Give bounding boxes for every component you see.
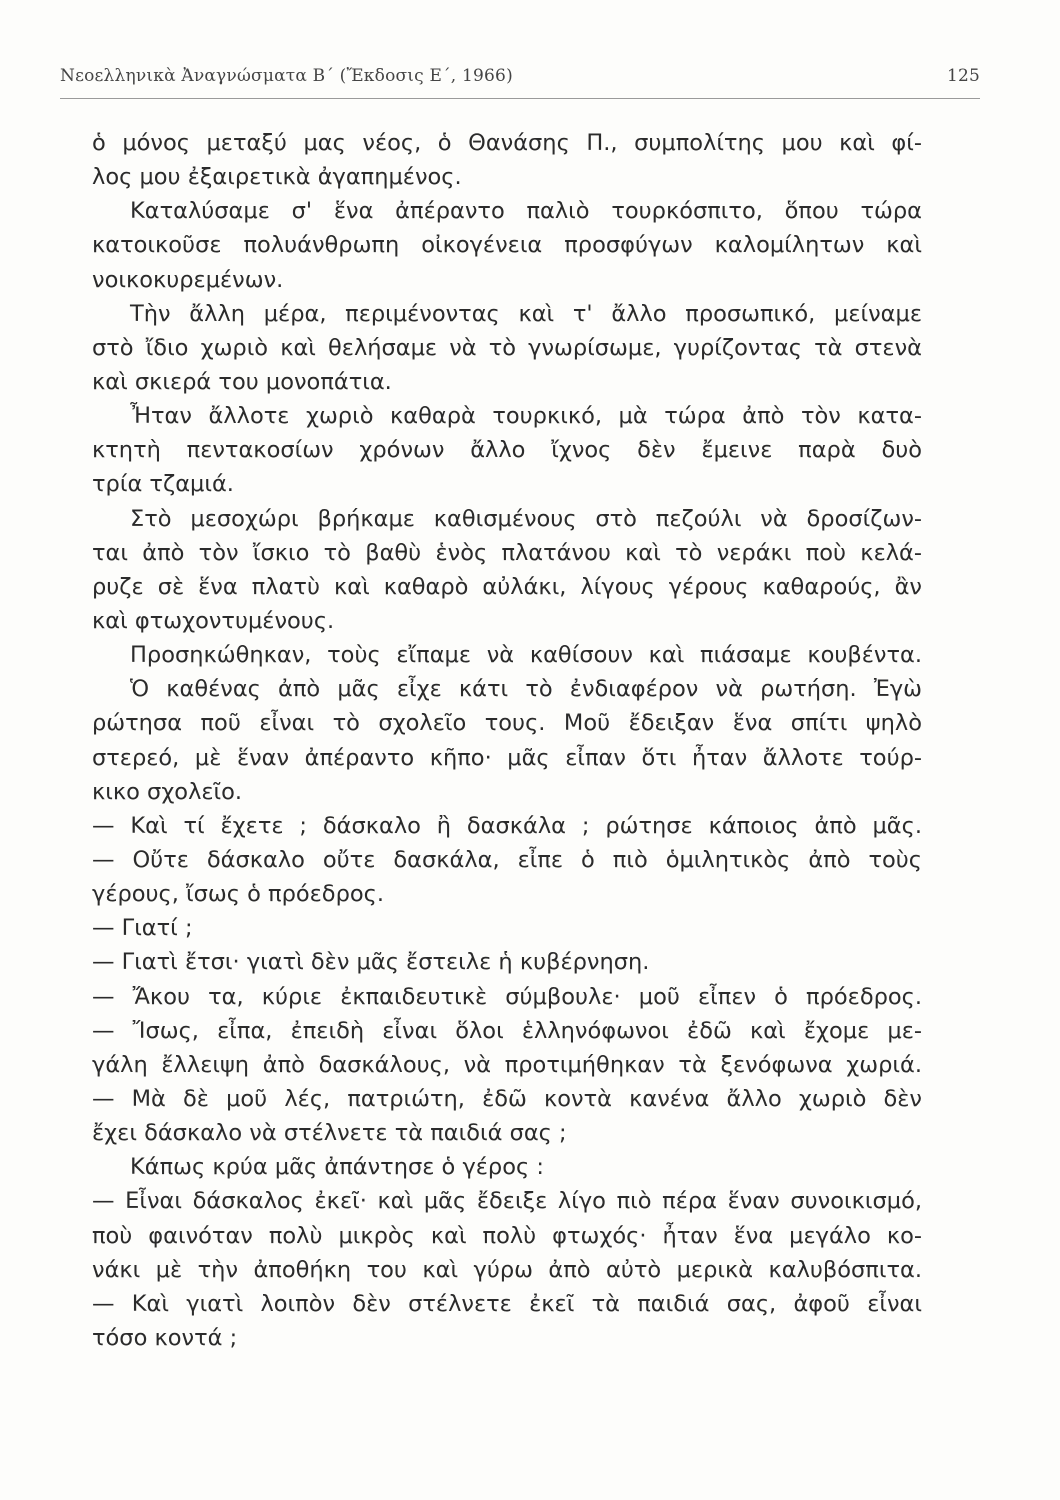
text-line: γάλη ἔλλειψη ἀπὸ δασκάλους, νὰ προτιμήθηκαν τὰ ξενόφωνα χωριά. xyxy=(92,1051,922,1078)
dialogue-line: — Καὶ γιατὶ λοιπὸν δὲν στέλνετε ἐκεῖ τὰ παιδιά σας, ἀφοῦ εἶναι xyxy=(92,1290,922,1317)
dialogue-line: — Εἶναι δάσκαλος ἐκεῖ· καὶ μᾶς ἔδειξε λίγο πιὸ πέρα ἕναν συνοικισμό, xyxy=(92,1188,922,1215)
header-rule xyxy=(60,98,980,99)
text-line: τρία τζαμιά. xyxy=(92,471,234,498)
text-line: ποὺ φαινόταν πολὺ μικρὸς καὶ πολὺ φτωχός· ἦταν ἕνα μεγάλο κο- xyxy=(92,1222,922,1249)
dialogue-line: — Ἴσως, εἶπα, ἐπειδὴ εἶναι ὅλοι ἑλληνόφωνοι ἐδῶ καὶ ἔχομε με- xyxy=(92,1017,922,1044)
text-line: κτητὴ πεντακοσίων χρόνων ἄλλο ἴχνος δὲν ἔμεινε παρὰ δυὸ xyxy=(92,437,922,464)
text-line: καὶ φτωχοντυμένους. xyxy=(92,607,335,634)
text-line: κατοικοῦσε πολυάνθρωπη οἰκογένεια προσφύγων καλομίλητων καὶ xyxy=(92,232,922,259)
text-line: καὶ σκιερά του μονοπάτια. xyxy=(92,368,392,395)
text-line: Τὴν ἄλλη μέρα, περιμένοντας καὶ τ' ἄλλο προσωπικό, μείναμε xyxy=(130,300,922,327)
text-line: Ἦταν ἄλλοτε χωριὸ καθαρὰ τουρκικό, μὰ τώρα ἀπὸ τὸν κατα- xyxy=(130,403,922,430)
dialogue-line: — Οὔτε δάσκαλο οὔτε δασκάλα, εἶπε ὁ πιὸ ὁμιλητικὸς ἀπὸ τοὺς xyxy=(92,846,922,873)
dialogue-line: — Γιατὶ ἔτσι· γιατὶ δὲν μᾶς ἔστειλε ἡ κυβέρνηση. xyxy=(92,949,650,976)
text-line: Καταλύσαμε σ' ἕνα ἀπέραντο παλιὸ τουρκόσπιτο, ὅπου τώρα xyxy=(130,198,922,225)
dialogue-line: — Ἄκου τα, κύριε ἐκπαιδευτικὲ σύμβουλε· μοῦ εἶπεν ὁ πρόεδρος. xyxy=(92,983,922,1010)
text-line: Στὸ μεσοχώρι βρήκαμε καθισμένους στὸ πεζούλι νὰ δροσίζων- xyxy=(130,505,922,532)
text-line: ρυζε σὲ ἕνα πλατὺ καὶ καθαρὸ αὐλάκι, λίγους γέρους καθαρούς, ἂν xyxy=(92,573,922,600)
dialogue-line: — Μὰ δὲ μοῦ λές, πατριώτη, ἐδῶ κοντὰ κανένα ἄλλο χωριὸ δὲν xyxy=(92,1085,922,1112)
dialogue-line: — Γιατί ; xyxy=(92,915,193,942)
text-line: στερεό, μὲ ἕναν ἀπέραντο κῆπο· μᾶς εἶπαν ὅτι ἦταν ἄλλοτε τούρ- xyxy=(92,744,922,771)
text-line: ἔχει δάσκαλο νὰ στέλνετε τὰ παιδιά σας ; xyxy=(92,1120,567,1147)
text-line: τόσο κοντά ; xyxy=(92,1324,238,1351)
text-line: ρώτησα ποῦ εἶναι τὸ σχολεῖο τους. Μοῦ ἔδειξαν ἕνα σπίτι ψηλὸ xyxy=(92,710,922,737)
text-line: ται ἀπὸ τὸν ἴσκιο τὸ βαθὺ ἑνὸς πλατάνου καὶ τὸ νεράκι ποὺ κελά- xyxy=(92,539,922,566)
body-text xyxy=(92,126,922,1355)
text-line: ὁ μόνος μεταξύ μας νέος, ὁ Θανάσης Π., συμπολίτης μου καὶ φί- xyxy=(92,130,922,156)
running-head xyxy=(60,66,980,96)
dialogue-line: — Καὶ τί ἔχετε ; δάσκαλο ἢ δασκάλα ; ρώτησε κάποιος ἀπὸ μᾶς. xyxy=(92,812,922,839)
text-line: κικο σχολεῖο. xyxy=(92,778,243,805)
text-line: νοικοκυρεμένων. xyxy=(92,266,284,293)
text-line: στὸ ἴδιο χωριὸ καὶ θελήσαμε νὰ τὸ γνωρίσωμε, γυρίζοντας τὰ στενὰ xyxy=(92,334,922,361)
text-line: λος μου ἐξαιρετικὰ ἀγαπημένος. xyxy=(92,164,462,191)
page-number: 125 xyxy=(946,66,980,86)
text-line: Κάπως κρύα μᾶς ἀπάντησε ὁ γέρος : xyxy=(130,1154,544,1181)
running-head-title: Νεοελληνικὰ Ἀναγνώσματα Β΄ (Ἔκδοσις Ε΄, 1966) xyxy=(60,66,513,86)
text-line: γέρους, ἴσως ὁ πρόεδρος. xyxy=(92,881,384,908)
text-line: Ὁ καθένας ἀπὸ μᾶς εἶχε κάτι τὸ ἐνδιαφέρον νὰ ρωτήση. Ἐγὼ xyxy=(130,676,922,703)
text-line: νάκι μὲ τὴν ἀποθήκη του καὶ γύρω ἀπὸ αὐτὸ μερικὰ καλυβόσπιτα. xyxy=(92,1256,922,1283)
text-line: Προσηκώθηκαν, τοὺς εἴπαμε νὰ καθίσουν καὶ πιάσαμε κουβέντα. xyxy=(130,642,922,669)
